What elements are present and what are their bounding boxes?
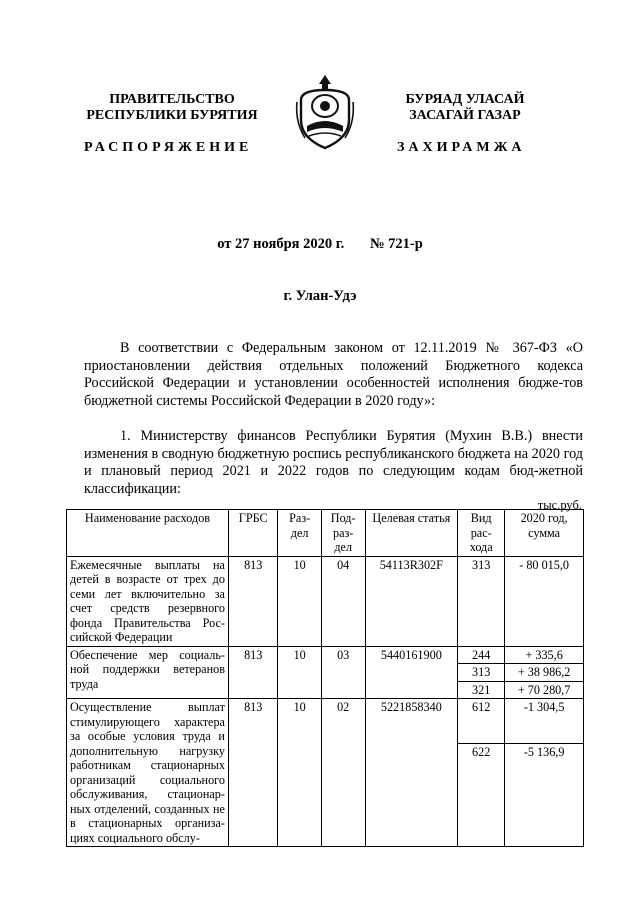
header-right-line1: БУРЯАД УЛАСАЙ (405, 92, 525, 107)
document-city: г. Улан-Удэ (283, 288, 357, 304)
cell-vid: 313 (458, 664, 505, 682)
header-right (365, 92, 565, 124)
units-label: тыс.руб. (537, 498, 582, 512)
cell-grbs: 813 (228, 699, 278, 847)
cell-podrazdel: 02 (321, 699, 365, 847)
item-1-paragraph: 1. Министерству финансов Республики Бурятия (Мухин В.В.) внести изменения в сводную бюджетную роспись республиканского бюджета на 2020 год и плановый период 2021 и 2022 годов по следующим кодам бюд-жетной классификации: (84, 428, 583, 497)
budget-table (66, 509, 584, 847)
cell-vid: 622 (458, 743, 505, 846)
coat-of-arms-icon (295, 72, 355, 152)
cell-grbs: 813 (228, 646, 278, 699)
cell-name: Ежемесячные выплаты на детей в возрасте от трех до семи лет включительно за счет средств резервного фонда Правительства Рос-сийской Федерации (67, 556, 229, 646)
cell-celevaya: 54113R302F (365, 556, 458, 646)
cell-grbs: 813 (228, 556, 278, 646)
header-vid: Вид рас-хода (458, 510, 505, 557)
cell-summa: - 80 015,0 (505, 556, 584, 646)
header-celevaya: Целевая статья (365, 510, 458, 557)
header-name: Наименование расходов (67, 510, 229, 557)
document-date: от 27 ноября 2020 г. (217, 236, 345, 252)
cell-summa: + 70 280,7 (505, 681, 584, 699)
cell-summa: + 335,6 (505, 646, 584, 664)
header-podrazdel: Под-раз-дел (321, 510, 365, 557)
document-number: № 721-р (369, 236, 423, 252)
cell-podrazdel: 04 (321, 556, 365, 646)
table-row (67, 556, 584, 646)
header-right-line2: ЗАСАГАЙ ГАЗАР (409, 108, 521, 123)
date-number-line (0, 236, 640, 253)
cell-vid: 313 (458, 556, 505, 646)
cell-podrazdel: 03 (321, 646, 365, 699)
header-summa: 2020 год, сумма (505, 510, 584, 557)
table-row (67, 699, 584, 744)
cell-summa: -1 304,5 (505, 699, 584, 744)
cell-vid: 244 (458, 646, 505, 664)
cell-razdel: 10 (278, 646, 321, 699)
order-title-bua: ЗАХИРАМЖА (397, 140, 526, 155)
cell-razdel: 10 (278, 699, 321, 847)
cell-celevaya: 5440161900 (365, 646, 458, 699)
header-grbs: ГРБС (228, 510, 278, 557)
cell-summa: -5 136,9 (505, 743, 584, 846)
order-title-ru: РАСПОРЯЖЕНИЕ (84, 140, 253, 155)
header-razdel: Раз-дел (278, 510, 321, 557)
header-left-line1: ПРАВИТЕЛЬСТВО (109, 92, 235, 107)
table-row (67, 646, 584, 664)
cell-name: Обеспечение мер социаль-ной поддержки ветеранов труда (67, 646, 229, 699)
table-header-row (67, 510, 584, 557)
cell-razdel: 10 (278, 556, 321, 646)
cell-vid: 321 (458, 681, 505, 699)
preamble-paragraph: В соответствии с Федеральным законом от 12.11.2019 № 367-ФЗ «О приостановлении действия отдельных положений Бюджетного кодекса Российской Федерации и установлении особенностей исполнения бюдже-тов бюджетной системы Российской Федерации в 2020 году»: (84, 340, 583, 409)
cell-summa: + 38 986,2 (505, 664, 584, 682)
header-left (72, 92, 272, 124)
cell-name: Осуществление выплат стимулирующего характера за особые условия труда и дополнительную нагрузку работникам стационарных организаций социального обслуживания, стационар-ных отделений, созданных не в стационарных организа-циях социального обслу- (67, 699, 229, 847)
cell-vid: 612 (458, 699, 505, 744)
cell-celevaya: 5221858340 (365, 699, 458, 847)
header-left-line2: РЕСПУБЛИКИ БУРЯТИЯ (86, 108, 258, 123)
